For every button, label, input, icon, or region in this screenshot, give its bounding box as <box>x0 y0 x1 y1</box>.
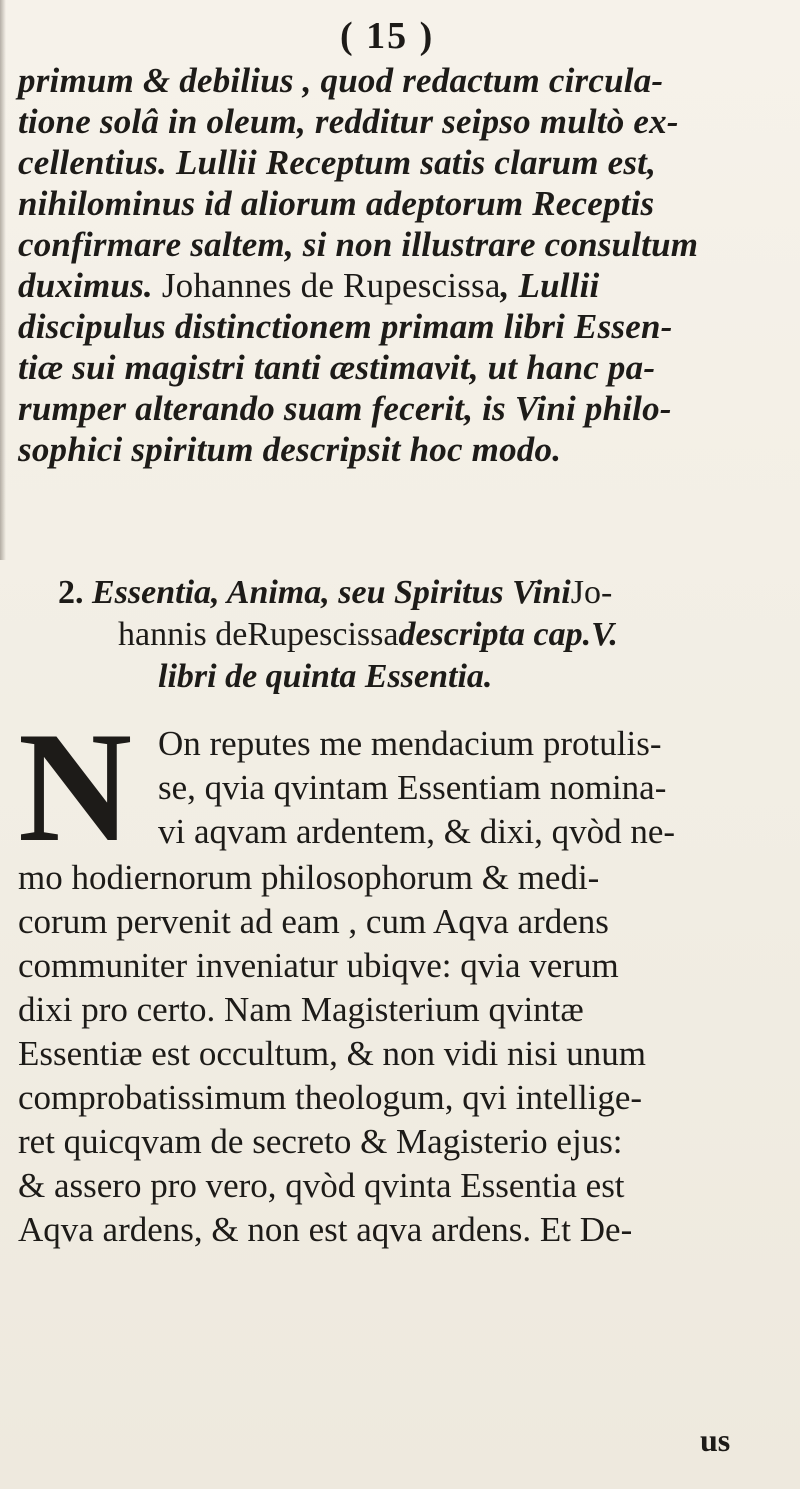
heading-roman: Jo- <box>570 574 613 611</box>
text-line: & assero pro vero, qvòd qvinta Essentia est <box>18 1166 625 1205</box>
text-fragment: duximus. <box>18 266 153 305</box>
section-number: 2. <box>58 574 84 611</box>
author-name: Johannes de Rupescissa <box>161 266 501 305</box>
text-line: tiæ sui magistri tanti æstimavit, ut hanc pa- <box>18 348 656 387</box>
text-line: mo hodiernorum philosophorum & medi- <box>18 858 600 897</box>
text-line: cellentius. Lullii Receptum satis clarum est, <box>18 143 657 182</box>
heading-italic: Essentia, Anima, seu Spiritus Vini <box>92 574 571 611</box>
heading-italic: descripta cap.V. <box>398 616 618 653</box>
text-line: tione solâ in oleum, redditur seipso multò ex- <box>18 102 679 141</box>
text-line: ret quicqvam de secreto & Magisterio ejus: <box>18 1122 623 1161</box>
text-line: sophici spiritum descripsit hoc modo. <box>18 430 562 469</box>
text-line: primum & debilius , quod redactum circula- <box>18 61 664 100</box>
opening-paragraph <box>18 60 788 470</box>
text-line: confirmare saltem, si non illustrare consultum <box>18 225 699 264</box>
text-line: communiter inveniatur ubiqve: qvia verum <box>18 946 619 985</box>
gutter-shadow <box>0 0 6 560</box>
text-fragment: discipulus <box>18 307 166 346</box>
text-fragment: distinctionem primam libri Essen- <box>174 307 673 346</box>
body-paragraph <box>18 700 788 1252</box>
text-line: rumper alterando suam fecerit, is Vini philo- <box>18 389 672 428</box>
text-line: se, qvia qvintam Essentiam nomina- <box>158 768 667 807</box>
text-line: Essentiæ est occultum, & non vidi nisi unum <box>18 1034 647 1073</box>
catchword: us <box>700 1422 731 1458</box>
text-line: nihilominus id aliorum adeptorum Receptis <box>18 184 655 223</box>
heading-line <box>58 656 778 698</box>
heading-roman: hannis deRupescissa <box>118 616 399 653</box>
page-number: ( 15 ) <box>340 15 435 57</box>
text-fragment: , Lullii <box>500 266 600 305</box>
text-line: corum pervenit ad eam , cum Aqva ardens <box>18 902 609 941</box>
drop-cap: N <box>18 700 133 875</box>
text-line-mixed <box>18 265 788 306</box>
text-line: Aqva ardens, & non est aqva ardens. Et De- <box>18 1210 633 1249</box>
text-line: On reputes me mendacium protulis- <box>158 724 662 763</box>
text-line: vi aqvam ardentem, & dixi, qvòd ne- <box>158 812 676 851</box>
section-heading <box>58 572 778 698</box>
heading-italic: libri de quinta Essentia. <box>158 658 493 695</box>
text-line: comprobatissimum theologum, qvi intellige- <box>18 1078 643 1117</box>
text-line: dixi pro certo. Nam Magisterium qvintæ <box>18 990 584 1029</box>
heading-line <box>58 572 778 614</box>
heading-line <box>58 614 778 656</box>
text-line-mixed <box>18 306 788 347</box>
